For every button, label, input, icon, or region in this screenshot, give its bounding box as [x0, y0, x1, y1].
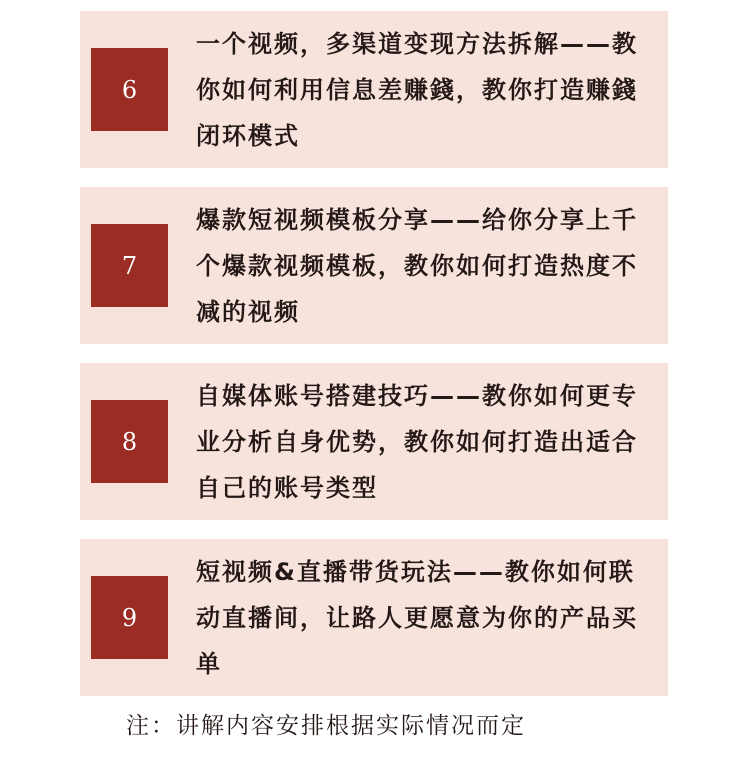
- item-number-badge: 8: [91, 400, 168, 483]
- item-description: 爆款短视频模板分享——给你分享上千个爆款视频模板，教你如何打造热度不减的视频: [196, 206, 638, 326]
- course-item-6: [80, 11, 668, 168]
- course-item-7: [80, 187, 668, 344]
- course-item-8: [80, 363, 668, 520]
- item-description: 短视频&直播带货玩法——教你如何联动直播间，让路人更愿意为你的产品买单: [196, 558, 638, 678]
- item-number-badge: 9: [91, 576, 168, 659]
- item-description: 自媒体账号搭建技巧——教你如何更专业分析自身优势，教你如何打造出适合自己的账号类型: [196, 382, 638, 502]
- item-number-badge: 6: [91, 48, 168, 131]
- footnote: 注：讲解内容安排根据实际情况而定: [126, 713, 526, 739]
- item-number-badge: 7: [91, 224, 168, 307]
- course-item-9: [80, 539, 668, 696]
- item-description: 一个视频，多渠道变现方法拆解——教你如何利用信息差赚錢，教你打造赚錢闭环模式: [196, 30, 638, 150]
